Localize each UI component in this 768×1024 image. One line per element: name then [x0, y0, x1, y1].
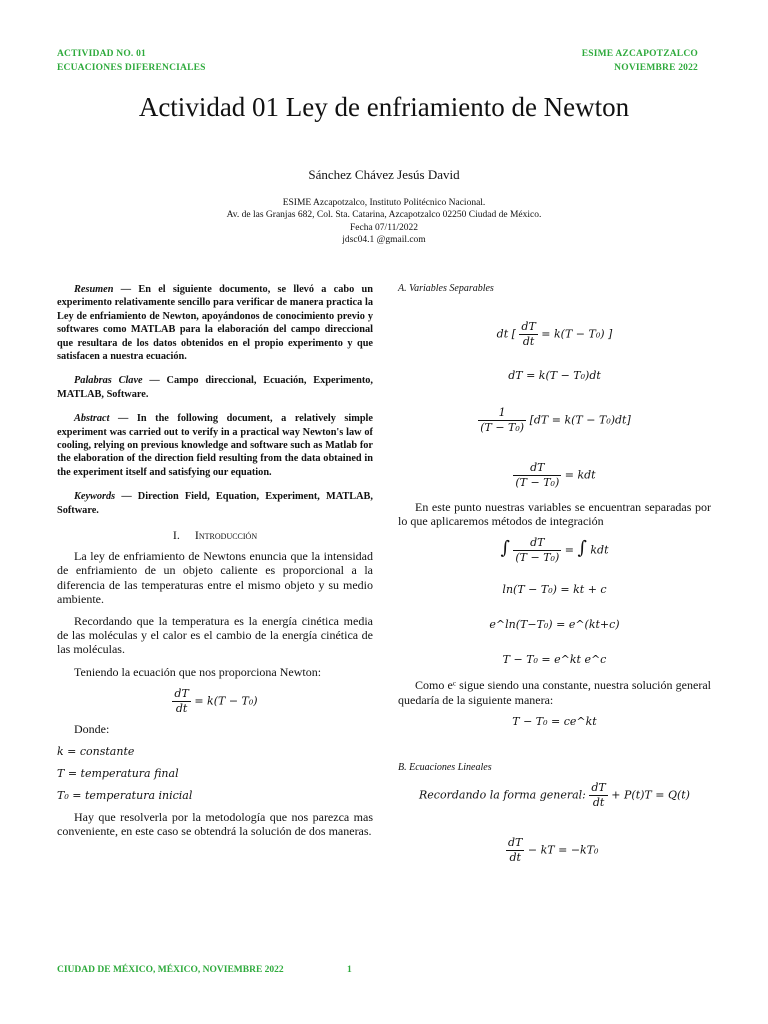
keywords-en-label: Keywords — [74, 491, 116, 503]
equation-rhs: = k(T − T₀) — [194, 694, 258, 708]
header-school: ESIME AZCAPOTZALCO — [581, 49, 698, 59]
equation-b1: Recordando la forma general: $\frac{dT}{dt}$ + P(t)T = Q(t) — [419, 780, 690, 809]
page-number: 1 — [347, 965, 352, 975]
affiliation-date: Fecha 07/11/2022 — [350, 222, 418, 233]
definition-t0: T₀ = temperatura inicial — [57, 788, 193, 802]
subsection-heading-a: A. Variables Separables — [398, 283, 494, 294]
affiliation — [0, 197, 768, 246]
section-title: Introducción — [194, 528, 258, 543]
paper-title: Actividad 01 Ley de enfriamiento de Newton — [138, 92, 630, 122]
definition-t: T = temperatura final — [57, 766, 179, 780]
constant-paragraph: Como eᶜ sigue siendo una constante, nuestra solución general quedaría de la siguiente manera: — [398, 678, 711, 707]
intro-paragraph-1: La ley de enfriamiento de Newtons enuncia que la intensidad de enfriamiento de un objeto caliente es proporcional a la diferencia de las temperaturas entre el mismo objeto y su medio ambiente. — [57, 549, 373, 606]
running-footer: CIUDAD DE MÉXICO, MÉXICO, NOVIEMBRE 2022 — [57, 965, 284, 975]
equation-b2: $\frac{dT}{dt}$ − kT = −kT₀ — [508, 835, 599, 864]
abstract-es-label: Resumen — [74, 284, 114, 295]
running-header-left — [57, 47, 206, 75]
header-course: ECUACIONES DIFERENCIALES — [57, 63, 206, 73]
abstract-en-label: Abstract — [74, 413, 110, 425]
keywords-es — [57, 374, 373, 401]
equation-a9: T − T₀ = ce^kt — [512, 714, 597, 728]
affiliation-address: Av. de las Granjas 682, Col. Sta. Catarina, Azcapotzalco 02250 Ciudad de México. — [226, 210, 542, 221]
section-heading-intro — [57, 528, 373, 543]
equation-a6: ln(T − T₀) = kt + c — [502, 583, 607, 597]
equation-a4: $\frac{dT}{\text{(T − T₀)}}$ = kdt — [515, 461, 596, 489]
keywords-es-label: Palabras Clave — [74, 375, 143, 387]
equation-a3: $\frac{1}{\text{(T − T₀)}}$ [dT = k(T − T₀)dt] — [480, 406, 631, 434]
definition-k: k = constante — [57, 744, 135, 758]
equation-a2: dT = k(T − T₀)dt — [508, 369, 601, 382]
intro-paragraph-3: Teniendo la ecuación que nos proporciona Newton: — [74, 664, 322, 679]
equation-a1: dt [ $\frac{dT}{dt}$ = k(T − T₀) ] — [496, 320, 613, 348]
header-date: NOVIEMBRE 2022 — [614, 63, 698, 73]
abstract-es — [57, 283, 373, 363]
affiliation-email: jdsc04.1 @gmail.com — [342, 234, 426, 245]
subsection-heading-b: B. Ecuaciones Lineales — [398, 761, 492, 773]
abstract-en — [57, 412, 373, 479]
separation-paragraph: En este punto nuestras variables se encuentran separadas por lo que aplicaremos métodos de integración — [398, 500, 711, 529]
keywords-en-text: — Direction Field, Equation, Experiment, MATLAB, Software. — [57, 491, 373, 516]
equation-a8: T − T₀ = e^kt e^c — [502, 653, 607, 667]
running-header-right — [582, 47, 698, 75]
intro-paragraph-2: Recordando que la temperatura es la energía cinética media de las moléculas y el calor es el cambio de la energía cinética de las moléculas. — [57, 613, 373, 657]
keywords-es-text: — Campo direccional, Ecuación, Experimento, MATLAB, Software. — [57, 375, 374, 400]
equation-a7: e^ln(T−T₀) = e^(kt+c) — [489, 618, 620, 632]
equation-a5: ∫ $\frac{dT}{\text{(T − T₀)}}$ = ∫ kdt — [500, 536, 609, 565]
donde-label: Donde: — [74, 721, 110, 736]
abstract-en-text: — In the following document, a relatively simple experiment was carried out to verify in a practical way Newton's law of cooling, relying on previous knowledge and software such as Matlab for the elaboration of the direction field resulting from the data obtained in the experiment itself and satisfying our equation. — [57, 413, 373, 478]
left-column — [57, 283, 373, 846]
abstract-es-text: — En el siguiente documento, se llevó a cabo un experimento relativamente sencillo para verificar de manera practica la Ley de enfriamiento de Newton, apoyándonos de conocimiento previo y softwares como MATLAB para la elaboración del campo direccional que resultara de los datos obtenidos en el propio experimento y que satisfacen a nuestra ecuación. — [57, 284, 373, 363]
fraction: $\frac{dT}{dt}$ — [174, 686, 189, 715]
author-name: Sánchez Chávez Jesús David — [308, 167, 460, 182]
header-activity: ACTIVIDAD NO. 01 — [57, 49, 146, 59]
newton-equation — [57, 687, 373, 716]
section-numeral: I. — [172, 528, 180, 543]
keywords-en — [57, 490, 373, 517]
right-column — [398, 283, 711, 871]
affiliation-institution: ESIME Azcapotzalco, Instituto Politécnico Nacional. — [282, 198, 486, 208]
intro-paragraph-4: Hay que resolverla por la metodología que nos parezca mas conveniente, en este caso se obtendrá la solución de dos maneras. — [57, 809, 373, 839]
